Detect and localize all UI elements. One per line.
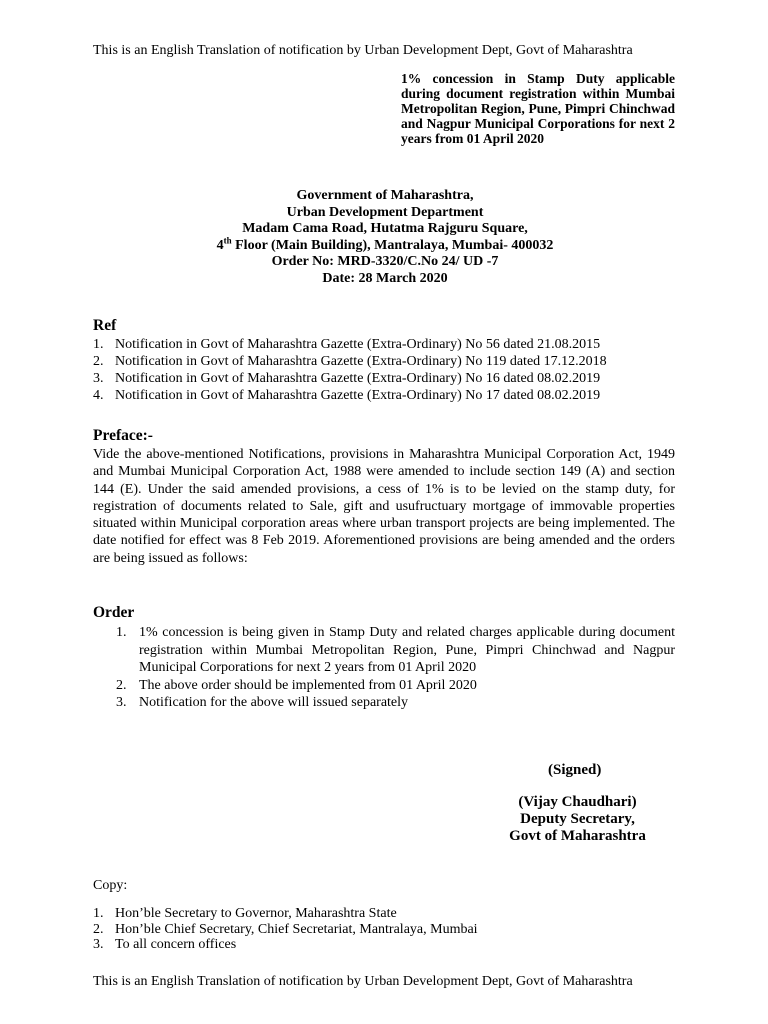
list-item: 2. The above order should be implemented from 01 April 2020	[116, 677, 477, 693]
list-item: 4. Notification in Govt of Maharashtra Gazette (Extra-Ordinary) No 17 dated 08.02.2019	[93, 388, 601, 403]
header-translation-note: This is an English Translation of notification by Urban Development Dept, Govt of Maharashtra	[93, 43, 633, 58]
signatory-title: Deputy Secretary,	[520, 811, 635, 827]
list-item: 1. Notification in Govt of Maharashtra Gazette (Extra-Ordinary) No 56 dated 21.08.2015	[93, 337, 601, 352]
footer-translation-note: This is an English Translation of notification by Urban Development Dept, Govt of Maharashtra	[93, 974, 633, 989]
preface-heading: Preface:-	[93, 427, 153, 444]
order-heading: Order	[93, 604, 135, 621]
ref-list	[93, 336, 693, 404]
issuing-authority-address	[130, 188, 640, 287]
address-line-1: Government of Maharashtra,	[296, 188, 474, 203]
list-item: 3. To all concern offices	[93, 937, 237, 952]
list-item: 2. Hon’ble Chief Secretary, Chief Secretariat, Mantralaya, Mumbai	[93, 921, 478, 937]
list-item: 3. Notification in Govt of Maharashtra Gazette (Extra-Ordinary) No 16 dated 08.02.2019	[93, 371, 601, 386]
list-item: 1. Hon’ble Secretary to Governor, Maharashtra State	[93, 906, 397, 921]
list-item: 2. Notification in Govt of Maharashtra Gazette (Extra-Ordinary) No 119 dated 17.12.2018	[93, 354, 607, 369]
order-date: Date: 28 March 2020	[322, 270, 448, 286]
list-item: 3. Notification for the above will issued separately	[116, 695, 409, 710]
address-line-3: Madam Cama Road, Hutatma Rajguru Square,	[242, 221, 528, 236]
signatory-org: Govt of Maharashtra	[509, 828, 646, 844]
address-line-4	[130, 234, 640, 255]
copy-heading: Copy:	[93, 878, 128, 893]
address-line-2: Urban Development Department	[286, 204, 484, 220]
list-item: 1. 1% concession is being given in Stamp Duty and related charges applicable during document registration within Mumbai Metropolitan Region, Pune, Pimpri Chinchwad and Nagpur Municipal Corporations for next 2 years from 01 April 2020	[116, 625, 675, 675]
signed-mark: (Signed)	[548, 762, 602, 778]
floor-rest: Floor (Main Building), Mantralaya, Mumbai- 400032	[231, 237, 554, 253]
order-number: Order No: MRD-3320/C.No 24/ UD -7	[271, 254, 499, 269]
ref-heading: Ref	[93, 317, 117, 334]
signatory-name: (Vijay Chaudhari)	[518, 794, 637, 810]
floor-number: 4	[216, 237, 224, 253]
copy-list	[93, 906, 693, 953]
order-list	[116, 624, 675, 712]
subject-line: 1% concession in Stamp Duty applicable during document registration within Mumbai Metropolitan Region, Pune, Pimpri Chinchwad and Nagpur Municipal Corporations for next 2 years from 01 April 2020	[401, 71, 675, 146]
signature-block	[470, 794, 685, 845]
floor-suffix: th	[223, 234, 232, 245]
preface-body: Vide the above-mentioned Notifications, provisions in Maharashtra Municipal Corporation Act, 1949 and Mumbai Municipal Corporation Act, 1988 were amended to include section 149 (A) and section 144 (E). Under the said amended provisions, a cess of 1% is to be levied on the stamp duty, for registration of documents related to Sale, gift and usufructuary mortgage of immovable properties situated within Municipal corporation areas where urban transport projects are being implemented. The date notified for effect was 8 Feb 2019. Aforementioned provisions are being amended and the orders are being issued as follows:	[93, 447, 675, 566]
